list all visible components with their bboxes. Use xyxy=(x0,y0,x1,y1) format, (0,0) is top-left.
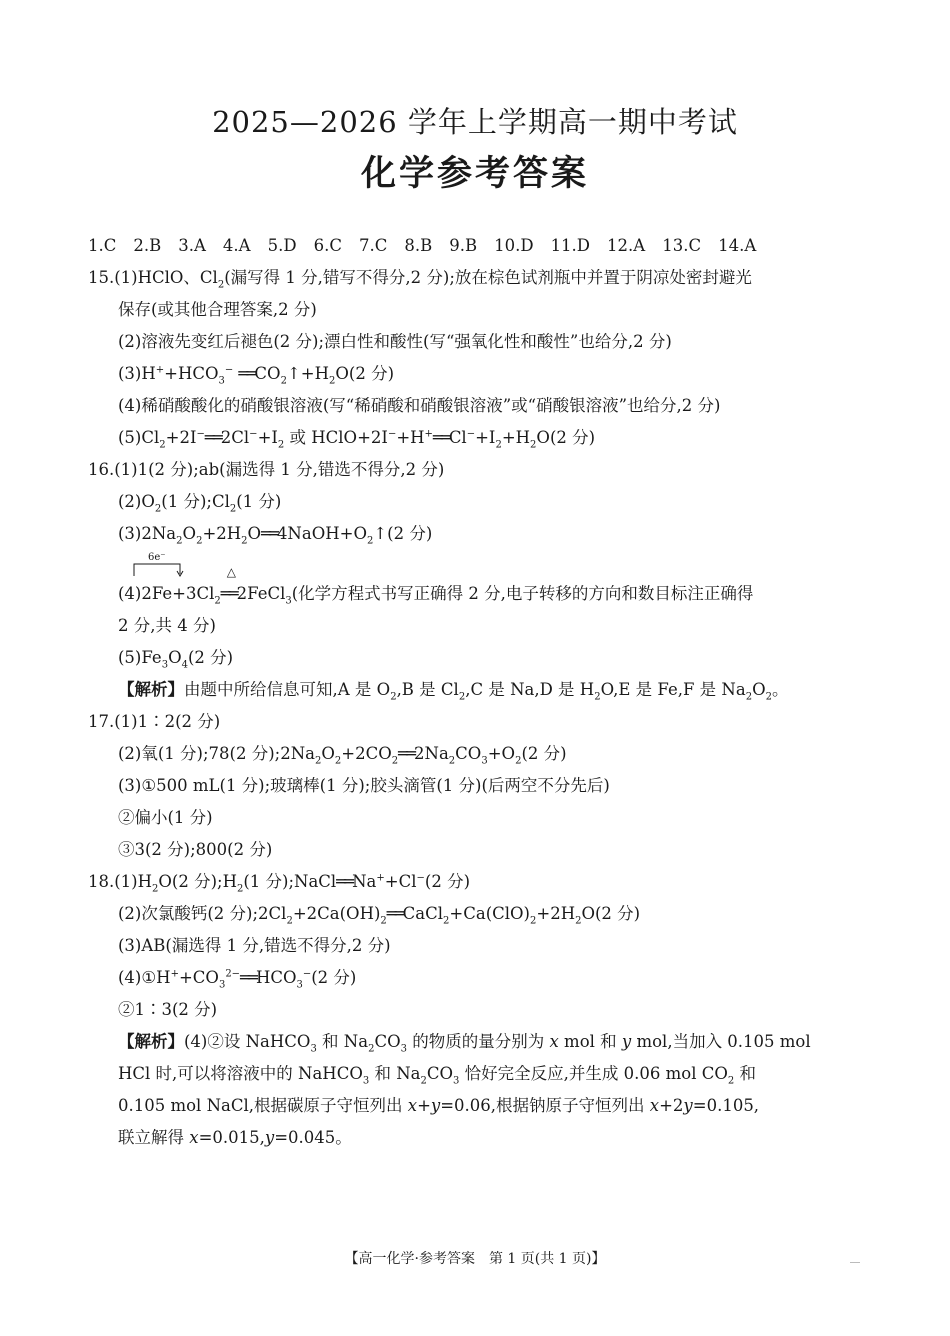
mc-answer: 6.C xyxy=(313,236,342,255)
answer-content xyxy=(88,230,868,1154)
mc-answer: 2.B xyxy=(133,236,162,255)
q16-part-3: $(3)2Na_2O_2+2H_2O══4NaOH+O_2↑(2$ 分) xyxy=(118,524,433,547)
exam-title: 2025—2026 学年上学期高一期中考试 xyxy=(212,105,738,139)
answer-title: 化学参考答案 xyxy=(360,154,589,194)
mc-answer: 4.A xyxy=(222,236,251,255)
q17-part-2: (2)氧(1 分);78(2 分)$;2Na_2O_2+2CO_2══2Na_2CO_3+O_2(2$ 分) xyxy=(118,744,567,767)
q18-part-4-2: ②1∶3(2 分) xyxy=(118,1000,218,1019)
q18-analysis-4: 联立解得 x=0.015,y=0.045。 xyxy=(118,1128,352,1147)
mc-answer: 13.C xyxy=(662,236,702,255)
q15-line-1: 15.(1)HClO、$Cl_2$(漏写得 1 分,错写不得分,2 分);放在棕色试剂瓶中并置于阴凉处密封避光 xyxy=(88,268,752,291)
q15-line-2: 保存(或其他合理答案,2 分) xyxy=(118,300,317,319)
mc-answer: 9.B xyxy=(449,236,478,255)
mc-answer: 14.A xyxy=(718,236,757,255)
q16-part-4-cont: 2 分,共 4 分) xyxy=(118,616,216,635)
q18-part-4: $(4)①H^++CO_3^{2-}══HCO_3^-(2$ 分) xyxy=(118,968,357,991)
mc-answer: 10.D xyxy=(494,236,534,255)
q17-line-1: 17.(1)1∶2(2 分) xyxy=(88,712,221,731)
mc-answer: 12.A xyxy=(607,236,646,255)
q17-part-3: (3)①500 mL(1 分);玻璃棒(1 分);胶头滴管(1 分)(后两空不分先后) xyxy=(118,776,610,795)
analysis-label: 【解析】 xyxy=(118,680,184,699)
q18-part-2: (2)次氯酸钙(2 分)$;2Cl_2+2Ca(OH)_2══CaCl_2+Ca(ClO)_2+2H_2O(2$ 分) xyxy=(118,904,641,927)
mc-answer: 7.C xyxy=(358,236,388,255)
q15-part-2: (2)溶液先变红后褪色(2 分);漂白性和酸性(写“强氧化性和酸性”也给分,2 分) xyxy=(118,332,672,351)
corner-mark xyxy=(850,1262,860,1263)
q18-analysis-2: HCl 时,可以将溶液中的 NaHCO$_3$ 和 $Na_2CO_3$ 恰好完全反应,并生成 0.06 mol $CO_2$ 和 xyxy=(118,1064,756,1087)
q16-part-4: $(4)2Fe+3Cl_2$ △ ══2FeCl$_3$(化学方程式书写正确得 2 分,电子转移的方向和数目标注正确得 xyxy=(118,565,754,607)
q15-part-4: (4)稀硝酸酸化的硝酸银溶液(写“稀硝酸和硝酸银溶液”或“硝酸银溶液”也给分,2 分) xyxy=(118,396,721,415)
multiple-choice-answers xyxy=(88,230,868,262)
q17-part-3-3: ③3(2 分);800(2 分) xyxy=(118,840,273,859)
mc-answer: 3.A xyxy=(178,236,206,255)
page-footer: 【高一化学·参考答案 第 1 页(共 1 页)】 xyxy=(344,1251,606,1267)
q15-part-3: $(3)H^++HCO_3^-$ $══CO_2↑+H_2O(2$ 分) xyxy=(118,364,395,387)
q15-part-5: $(5)Cl_2+2I^-══2Cl^-+I_2$ 或 $HClO+2I^-+H^+══Cl^-+I_2+H_2O(2$ 分) xyxy=(118,428,596,451)
q17-part-3-2: ②偏小(1 分) xyxy=(118,808,213,827)
q18-analysis-1: 【解析】(4)②设 NaHCO$_3$ 和 $Na_2CO_3$ 的物质的量分别为 x mol 和 y mol,当加入 0.105 mol xyxy=(118,1032,811,1055)
electron-transfer-annotation xyxy=(88,550,868,578)
heat-symbol: △ xyxy=(226,565,237,579)
q16-part-5: $(5)Fe_3O_4(2$ 分) xyxy=(118,648,234,671)
mc-answer: 11.D xyxy=(550,236,591,255)
q18-part-3: (3)AB(漏选得 1 分,错选不得分,2 分) xyxy=(118,936,391,955)
mc-answer: 8.B xyxy=(404,236,433,255)
mc-answer: 1.C xyxy=(88,236,117,255)
q18-analysis-3: 0.105 mol NaCl,根据碳原子守恒列出 x+y=0.06,根据钠原子守恒列出 x+2y=0.105, xyxy=(118,1096,760,1115)
q16-part-2: $(2)O_2(1$ 分)$;Cl_2(1$ 分) xyxy=(118,492,282,515)
mc-answer: 5.D xyxy=(267,236,297,255)
q16-line-1: 16.(1)1(2 分);ab(漏选得 1 分,错选不得分,2 分) xyxy=(88,460,445,479)
q18-line-1: $18.(1)H_2O(2$ 分)$;H_2(1$ 分);NaCl══Na++Cl−(2 分) xyxy=(88,872,471,895)
analysis-label: 【解析】 xyxy=(118,1032,184,1051)
electron-count-label: 6e⁻ xyxy=(148,552,166,563)
electron-transfer-arrow-icon xyxy=(130,550,220,578)
q16-analysis: 【解析】由题中所给信息可知,A 是 $O_2,B$ 是 $Cl_2,C$ 是 Na,D 是 $H_2O,E$ 是 Fe,F 是 $Na_2O_2$。 xyxy=(118,680,789,703)
